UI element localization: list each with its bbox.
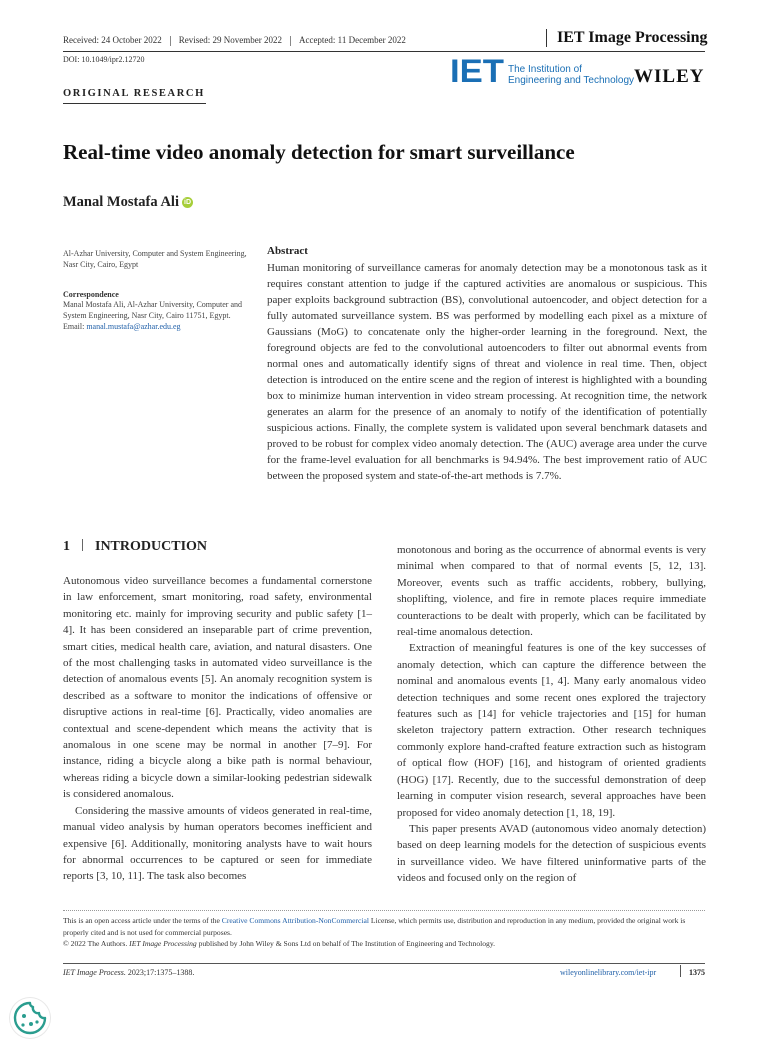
orcid-icon[interactable]: iD [184,199,191,206]
right-column [397,542,706,887]
iet-name-line2: Engineering and Technology [508,75,635,86]
footnote-rule [63,910,705,911]
iet-name[interactable] [508,64,634,86]
author-line [63,194,193,211]
copyright-pre: © 2022 The Authors. [63,939,130,948]
copyright-post: published by John Wiley & Sons Ltd on behalf of The Institution of Engineering and Technology. [196,939,496,948]
paragraph: This paper presents AVAD (autonomous video anomaly detection) based on deep learning models for the detection of suspicious events in surveillance video. We have filtered uninformative parts of the videos and focused only on the region of [397,822,706,885]
header-rule [63,51,705,52]
divider [170,36,171,46]
license-pre: This is an open access article under the terms of the [63,916,222,925]
cookie-icon [10,998,50,1038]
iet-mark: IET [450,56,505,84]
left-column [63,573,372,885]
section-heading [63,539,207,555]
author-name[interactable]: Manal Mostafa Ali [63,194,179,210]
email-link[interactable]: manal.mustafa@azhar.edu.eg [86,322,181,331]
correspondence-text: Manal Mostafa Ali, Al-Azhar University, Computer and System Engineering, Nasr City, Cairo 11751, Egypt. [63,300,242,320]
article-type-rule [63,103,206,104]
section-number: 1 [63,539,70,554]
correspondence-block [63,299,263,332]
iet-logo-icon[interactable] [450,56,506,84]
cookie-settings-button[interactable] [10,998,50,1038]
wiley-logo[interactable]: WILEY [634,66,705,87]
paragraph: monotonous and boring as the occurrence of abnormal events is very minimal when compared to that of normal events [5, 12, 13]. Moreover, events such as traffic accidents, robbery, bullying, shoplifting, violence, and fire in remote places require immediate counteractions to be dealt with properly, which can be facilitated by real-time anomalous detection. [397,544,706,639]
footer-rule [63,963,705,964]
correspondence-heading: Correspondence [63,290,119,299]
copyright-journal: IET Image Processing [129,939,197,948]
divider [680,965,681,977]
article-type: ORIGINAL RESEARCH [63,88,205,99]
paragraph: Autonomous video surveillance becomes a fundamental cornerstone in law enforcement, smart monitoring, road safety, environmental monitoring etc. mainly for improving security and public safety [1–4]. It has been considered an inseparable part of crime prevention, smart cities, medical health care, aviation, and natural disasters. One of the most challenging tasks in automated video surveillance is the detection of anomalous events [5]. An anomaly recognition system is described as a software to monitor the indications of offensive or disruptive actions in real-time [6]. Practically, video anomalies are contextual and scene-dependent which means the activity that is anomalous in one scene may be normal in another [7–9]. For instance, riding a bicycle along a bike path is normal behaviour, whereas riding a bicycle down a similar-looking pedestrian sidewalk is considered anomalous. [63,575,372,801]
divider [290,36,291,46]
doi[interactable]: DOI: 10.1049/ipr2.12720 [63,55,145,64]
received-date: Received: 24 October 2022 [63,35,162,45]
journal-name[interactable]: IET Image Processing [546,29,708,47]
email-line [63,321,263,332]
citation-rest: 2023;17:1375–1388. [125,968,195,977]
copyright-text [63,938,708,950]
iet-name-line1: The Institution of [508,64,582,75]
accepted-date: Accepted: 11 December 2022 [298,35,406,45]
license-link[interactable]: Creative Commons Attribution-NonCommercial [221,916,369,925]
license-footnote [63,915,708,950]
abstract-text: Human monitoring of surveillance cameras for anomaly detection may be a monotonous task as it requires constant attention to judge if the captured activities are anomalous or suspicious. This paper exploits background subtraction (BS), convolutional autoencoder, and object detection for a fully automated surveillance system. BS was performed by modelling each pixel as a mixture of Gaussians (MoG) to concatenate only the higher-order learning in the foreground. Next, the foreground objects are fed to the convolutional autoencoders to filter out abnormal events from normal ones and automatically identify signs of threat and violence in real time. Then, object detection is introduced on the entire scene and the region of interest is highlighted with a bounding box to minimize human intervention in video stream processing. At recognition time, the network generates an alarm for the presence of an anomaly to notify of the identification of potentially suspicious actions. Finally, the complete system is validated upon several benchmark datasets and proved to be robust for complex video anomaly detection. The (AUC) average area under the curve for the frame-level evaluation for all benchmarks is 94.94%. The best improvement ratio of AUC between the proposed system and state-of-the-art methods is 7.7%. [267,262,707,482]
revised-date: Revised: 29 November 2022 [178,35,282,45]
article-title: Real-time video anomaly detection for smart surveillance [63,140,575,164]
journal-url-link[interactable]: wileyonlinelibrary.com/iet-ipr [560,968,657,977]
section-title: INTRODUCTION [95,539,208,554]
citation-journal: IET Image Process. [63,968,126,977]
divider [82,539,83,551]
page-number: 1375 [689,968,705,977]
paragraph: Extraction of meaningful features is one of the key successes of anomaly detection, which can capture the difference between the nominal and anomalous events [1, 4]. Many early anomalous video detection techniques and some recent ones explored the trajectory features such as [14] for vehicle trajectories and [15] for human skeleton trajectory pattern extraction. Other research techniques commonly explore hand-crafted feature extraction such as histogram of optical flow (HOF) [16], and histogram of oriented gradients (HOG) [17]. Recently, due to the successful demonstration of deep learning in computer vision research, several approaches have been proposed for video anomaly detection [1, 18, 19]. [397,642,706,819]
citation [63,968,194,977]
license-post: License, which permits use, distribution and reproduction in any medium, provided the original work is properly cited and is not used for commercial purposes. [63,916,686,937]
affiliation: Al-Azhar University, Computer and System Engineering, Nasr City, Cairo, Egypt [63,249,247,269]
publication-dates [63,35,406,46]
abstract-heading: Abstract [267,245,308,257]
email-label: Email: [63,322,87,331]
license-text [63,915,708,938]
paragraph: Considering the massive amounts of videos generated in real-time, manual video analysis by human operators becomes inefficient and expensive [6]. Additionally, monitoring analysts have to wait hours for abnormal occurrences to be captured or seen for immediate reports [3, 10, 11]. The task also becomes [63,804,372,883]
